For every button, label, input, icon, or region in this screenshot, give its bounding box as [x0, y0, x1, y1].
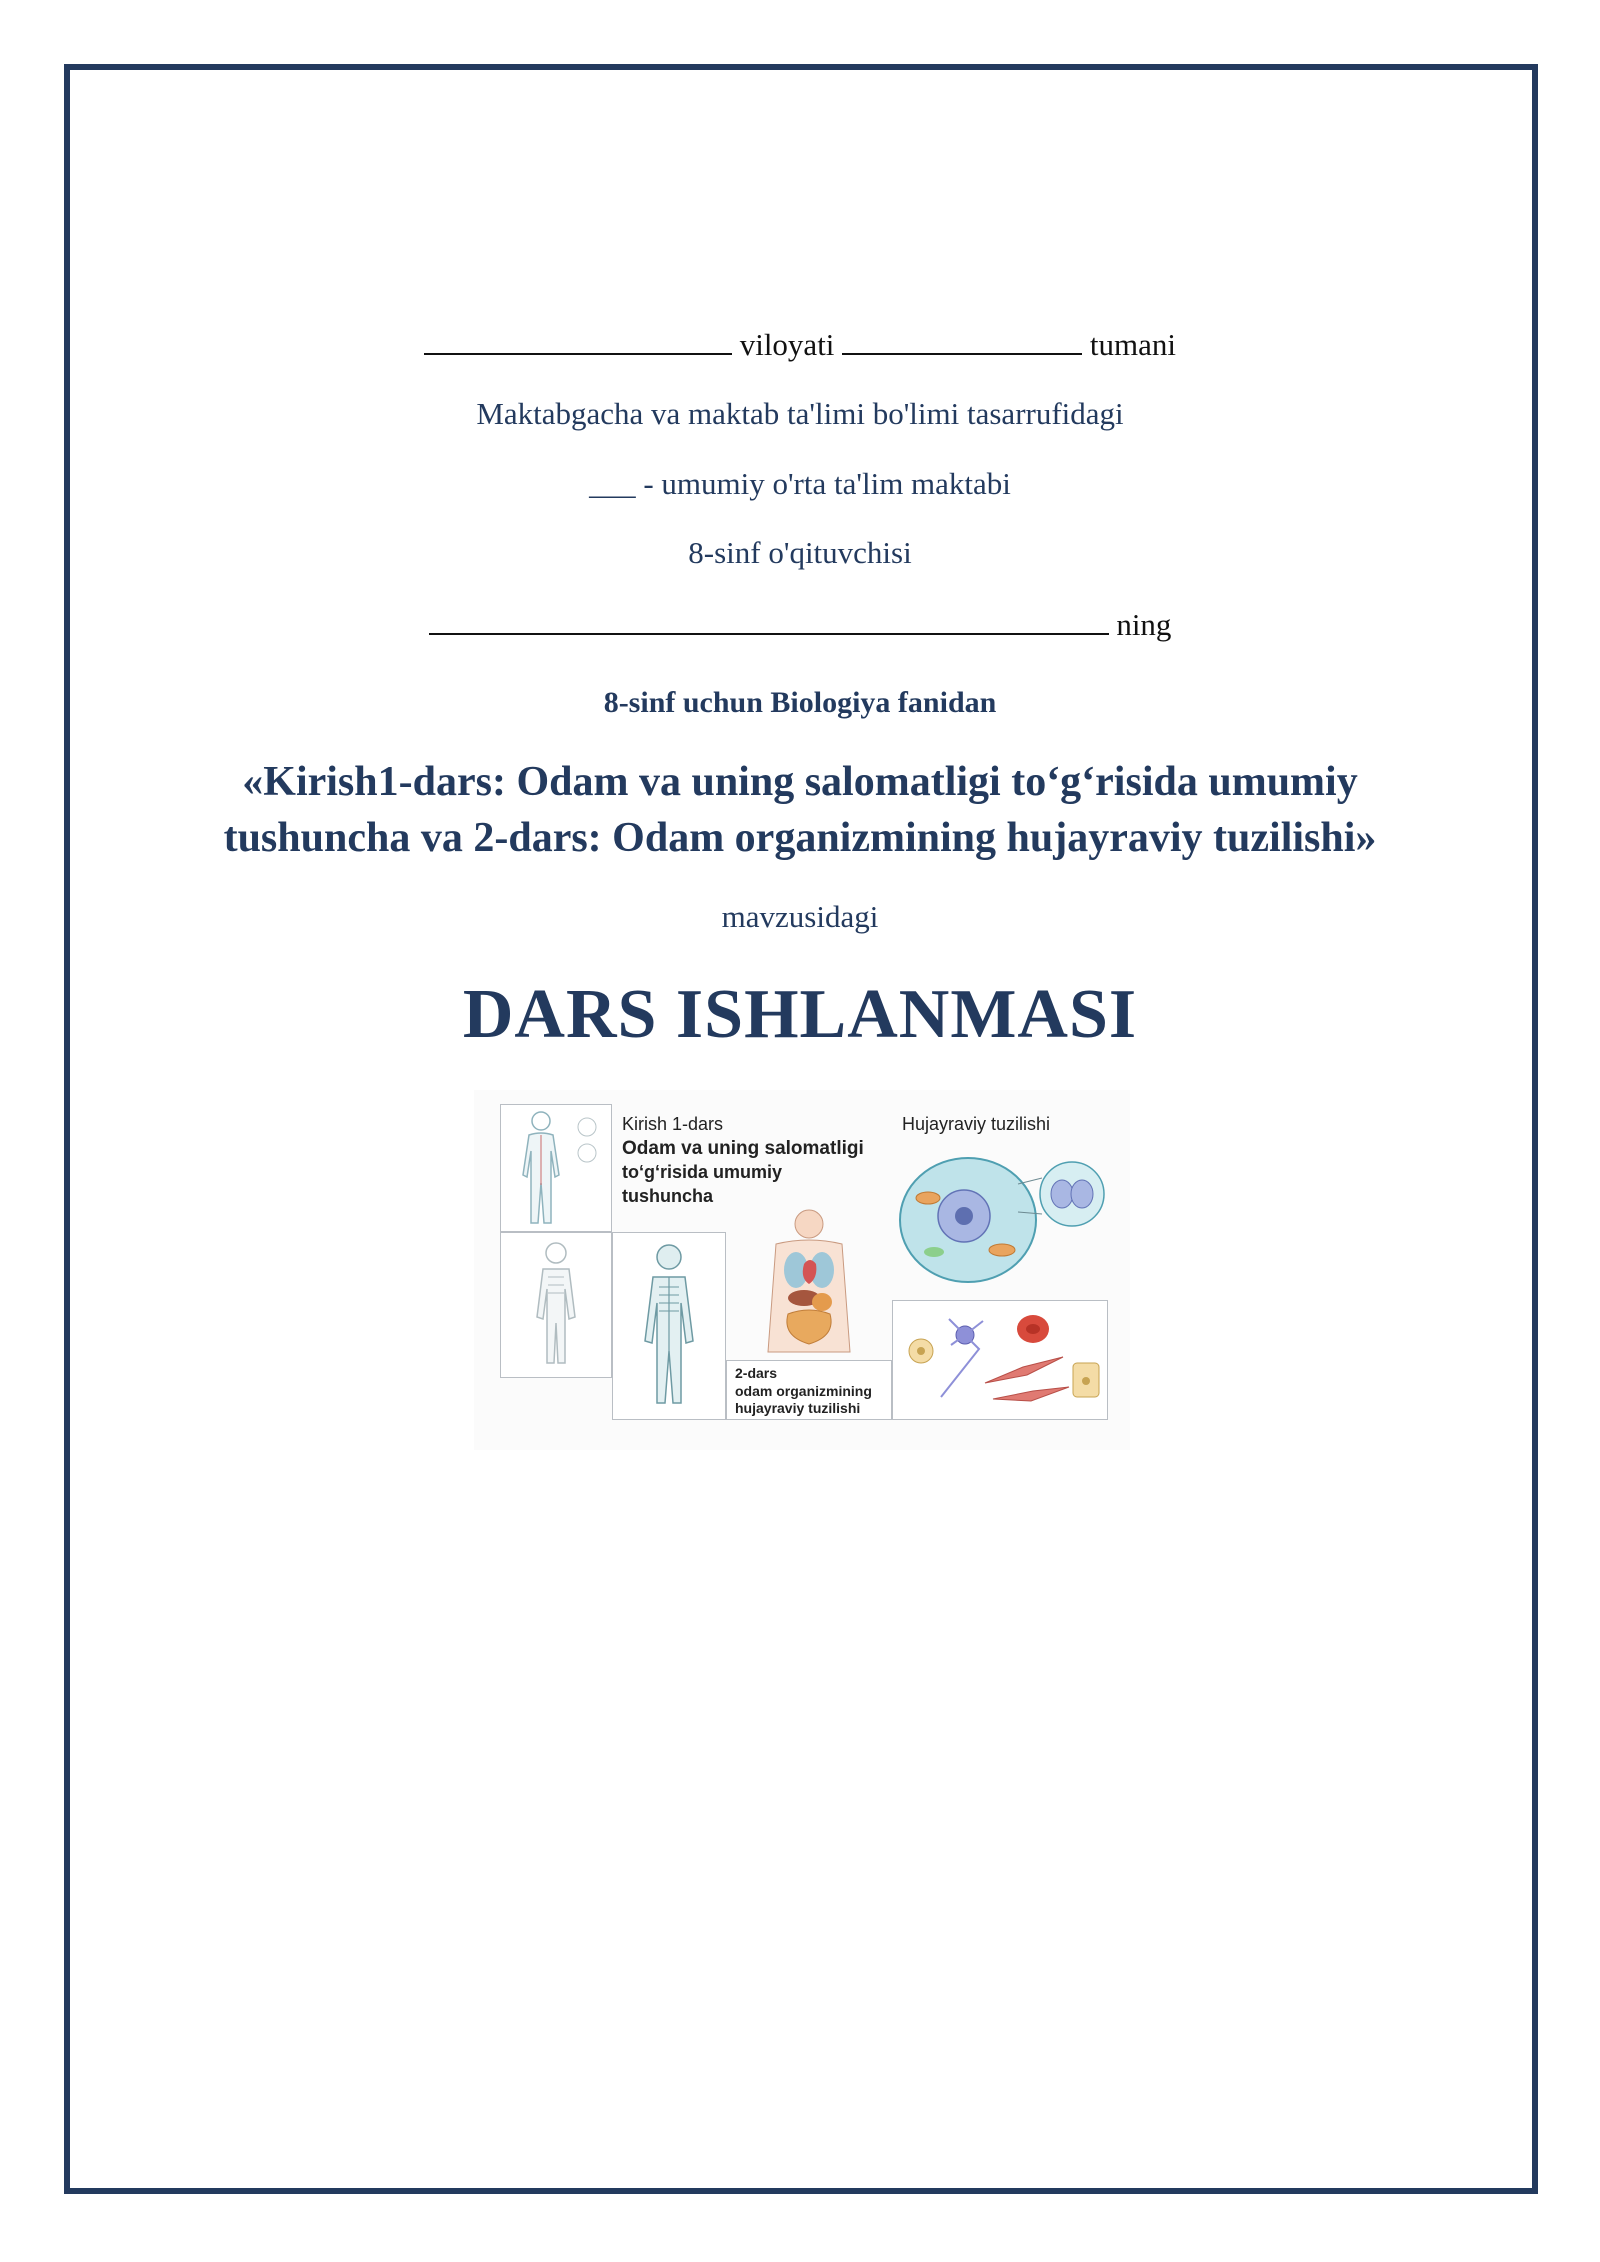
lesson1-title-line3: tushuncha: [622, 1186, 714, 1206]
skeleton-panel: [612, 1232, 726, 1420]
cell-types-panel: [892, 1300, 1108, 1420]
name-suffix: ning: [1116, 607, 1172, 642]
region-blank[interactable]: [424, 325, 732, 355]
skeleton-icon: [613, 1233, 725, 1419]
school-line: ___ - umumiy o'rta ta'lim maktabi: [589, 466, 1011, 501]
teacher-line: 8-sinf o'qituvchisi: [688, 535, 912, 570]
lesson1-label: Kirish 1-dars: [622, 1114, 724, 1134]
department-line: Maktabgacha va maktab ta'limi bo'limi tasarrufidagi: [476, 396, 1124, 431]
lesson2-caption-panel: [726, 1360, 892, 1420]
subject-line: 8-sinf uchun Biologiya fanidan: [603, 686, 997, 719]
topic-line-2: tushuncha va 2-dars: Odam organizmining hujayraviy tuzilishi»: [223, 815, 1377, 861]
organs-panel: [726, 1202, 892, 1370]
teacher-name-blank[interactable]: [429, 605, 1109, 635]
lesson2-label: 2-dars: [735, 1365, 778, 1381]
district-label: tumani: [1089, 327, 1177, 362]
teacher-name-line: [0, 605, 1600, 643]
region-district-line: [0, 325, 1600, 363]
region-label: viloyati: [739, 327, 835, 362]
lesson-illustration: [474, 1090, 1130, 1450]
topic-suffix: mavzusidagi: [721, 899, 879, 934]
skeleton-icon: [501, 1233, 611, 1377]
topic-line-1: «Kirish1-dars: Odam va uning salomatligi to‘g‘risida umumiy: [242, 759, 1358, 805]
cell-structure-title: Hujayraviy tuzilishi: [902, 1114, 1051, 1134]
human-body-outline-icon: [501, 1105, 611, 1231]
body-outline-panel: [500, 1104, 612, 1232]
skeleton-faded-panel: [500, 1232, 612, 1378]
lesson1-title-line1: Odam va uning salomatligi: [622, 1138, 864, 1159]
animal-cell-icon: [892, 1138, 1108, 1298]
lesson2-title-line2: hujayraviy tuzilishi: [735, 1400, 861, 1416]
lesson1-title-line2: to‘g‘risida umumiy: [622, 1162, 783, 1182]
cell-types-icon: [893, 1301, 1107, 1419]
lesson2-title-line1: odam organizmining: [735, 1383, 872, 1399]
internal-organs-icon: [726, 1202, 892, 1370]
document-title: DARS ISHLANMASI: [462, 976, 1138, 1053]
district-blank[interactable]: [842, 325, 1082, 355]
cell-structure-panel: [892, 1104, 1108, 1300]
